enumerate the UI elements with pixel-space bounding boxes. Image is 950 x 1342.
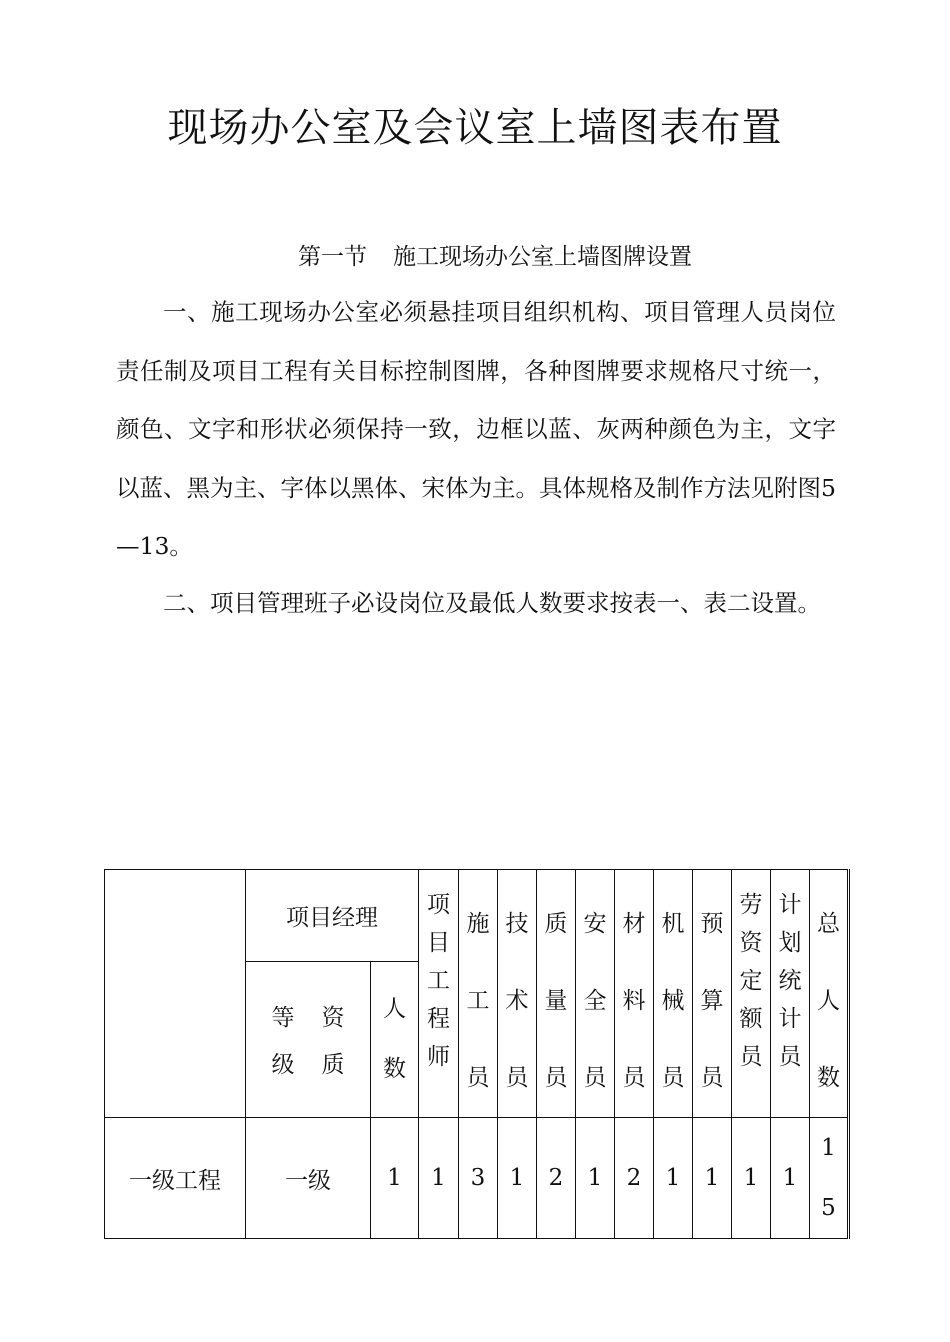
paragraph-1: 一、施工现场办公室必须悬挂项目组织机构、项目管理人员岗位责任制及项目工程有关目标控制图牌，各种图牌要求规格尺寸统一，颜色、文字和形状必须保持一致，边框以蓝、灰两种颜色为主，文字以蓝、黑为主、字体以黑体、宋体为主。具体规格及制作方法见附图5—13。	[116, 298, 836, 560]
cell-total-count	[810, 1118, 849, 1239]
cell-construction-worker: 3	[459, 1118, 498, 1239]
header-materials-clerk	[615, 870, 654, 1118]
header-technician	[498, 870, 537, 1118]
header-manager-count	[371, 961, 419, 1117]
header-budget-estimator-text: 预 算 员	[700, 911, 724, 1091]
table-row	[105, 1118, 849, 1239]
cell-budget-estimator: 1	[693, 1118, 732, 1239]
header-labor-quota-clerk-text: 劳 资 定 额 员	[739, 892, 763, 1070]
header-quality-inspector	[537, 870, 576, 1118]
paragraph-2: 二、项目管理班子必设岗位及最低人数要求按表一、表二设置。	[163, 589, 821, 617]
section-number: 第一节	[298, 244, 367, 270]
cell-manager-count: 1	[371, 1118, 419, 1239]
header-planning-statistician-text: 计 划 统 计 员	[778, 892, 802, 1070]
header-construction-worker	[459, 870, 498, 1118]
cell-project-engineer: 1	[419, 1118, 459, 1239]
header-manager-count-text: 人 数	[383, 996, 406, 1083]
cell-total-count-text: 1 5	[821, 1135, 836, 1221]
header-quality-inspector-text: 质 量 员	[544, 911, 568, 1091]
header-planning-statistician	[771, 870, 810, 1118]
page-title: 现场办公室及会议室上墙图表布置	[167, 105, 783, 151]
header-qualification-grade-text: 等 资 级 质	[271, 1005, 345, 1079]
header-technician-text: 技 术 员	[505, 911, 529, 1091]
cell-grade: 一级	[246, 1118, 371, 1239]
table-corner-cell	[105, 870, 246, 1118]
cell-machinery-operator: 1	[654, 1118, 693, 1239]
section-heading	[0, 238, 950, 271]
header-project-engineer-text: 项 目 工 程 师	[427, 892, 450, 1070]
header-machinery-operator	[654, 870, 693, 1118]
header-qualification-grade	[246, 961, 371, 1117]
cell-labor-quota-clerk: 1	[732, 1118, 771, 1239]
header-labor-quota-clerk	[732, 870, 771, 1118]
header-machinery-operator-text: 机 械 员	[661, 911, 685, 1091]
cell-technician: 1	[498, 1118, 537, 1239]
section-title: 施工现场办公室上墙图牌设置	[393, 244, 692, 270]
header-total-count-text: 总 人 数	[817, 911, 840, 1091]
header-total-count	[810, 870, 849, 1118]
cell-materials-clerk: 2	[615, 1118, 654, 1239]
cell-planning-statistician: 1	[771, 1118, 810, 1239]
header-construction-worker-text: 施 工 员	[466, 911, 490, 1091]
header-materials-clerk-text: 材 料 员	[622, 911, 646, 1091]
header-safety-officer	[576, 870, 615, 1118]
staffing-table	[104, 869, 850, 1239]
cell-quality-inspector: 2	[537, 1118, 576, 1239]
header-safety-officer-text: 安 全 员	[583, 911, 607, 1091]
cell-safety-officer: 1	[576, 1118, 615, 1239]
cell-category: 一级工程	[105, 1118, 246, 1239]
header-project-manager: 项目经理	[246, 870, 419, 962]
header-budget-estimator	[693, 870, 732, 1118]
header-project-engineer	[419, 870, 459, 1118]
